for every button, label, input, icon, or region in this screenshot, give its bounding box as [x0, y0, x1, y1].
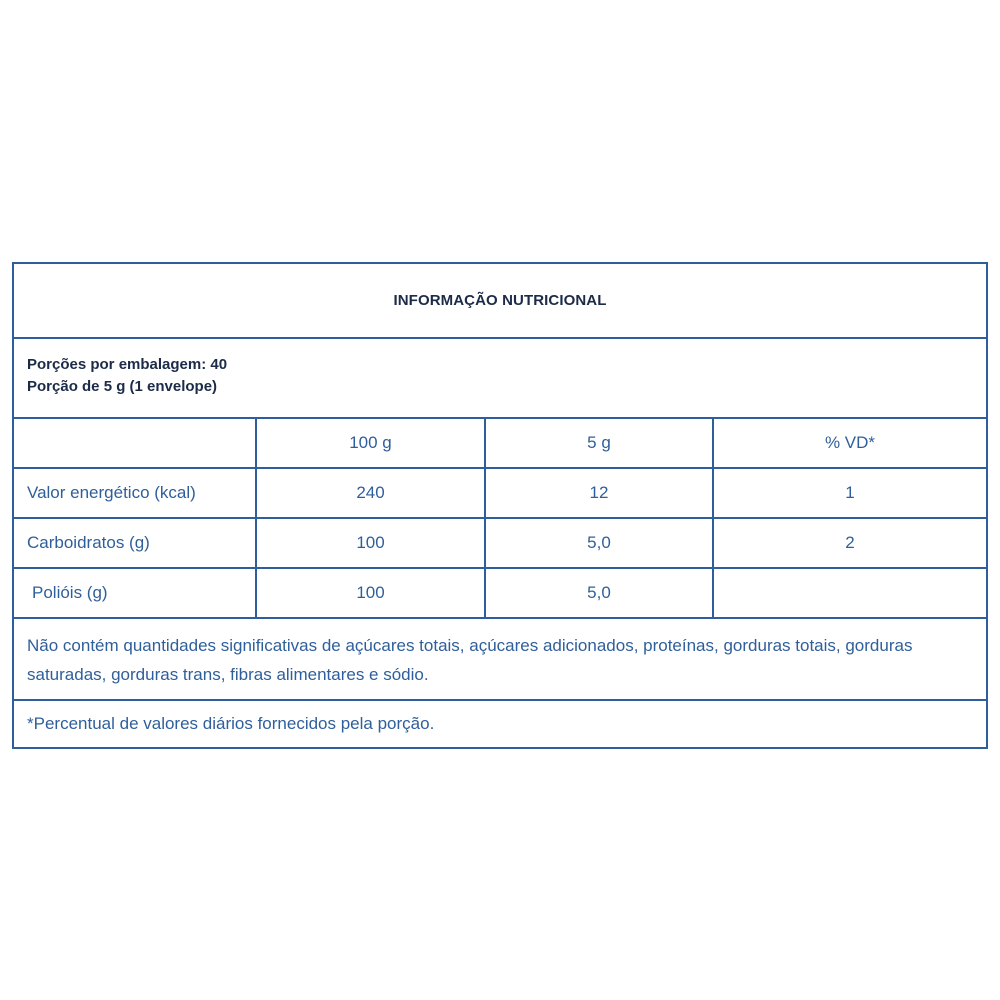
- header-cell-dv: % VD*: [824, 433, 876, 452]
- header-row: [14, 419, 986, 469]
- header-cell-100g: 100 g: [257, 419, 486, 467]
- table-title: INFORMAÇÃO NUTRICIONAL: [393, 292, 607, 309]
- table-row: [14, 519, 986, 569]
- value-dv: 1: [845, 483, 855, 502]
- nutrient-name: Valor energético (kcal): [14, 469, 257, 517]
- disclaimer-row: [14, 619, 986, 701]
- value-serving: 5,0: [486, 519, 714, 567]
- value-dv: 2: [845, 533, 855, 552]
- footnote-text: *Percentual de valores diários fornecidos pela porção.: [27, 714, 435, 733]
- servings-per-package: Porções por embalagem: 40: [27, 356, 228, 373]
- value-100g: 100: [257, 569, 486, 617]
- nutrition-facts-table: [12, 262, 988, 749]
- value-100g: 100: [257, 519, 486, 567]
- value-serving: 12: [486, 469, 714, 517]
- serving-info-row: [14, 339, 986, 419]
- disclaimer-text: Não contém quantidades significativas de açúcares totais, açúcares adicionados, proteínas, gorduras totais, gorduras saturadas, gorduras trans, fibras alimentares e sódio.: [27, 636, 913, 684]
- header-cell-serving: 5 g: [486, 419, 714, 467]
- footnote-row: [14, 701, 986, 747]
- table-row: [14, 469, 986, 519]
- nutrient-name: Polióis (g): [14, 569, 257, 617]
- table-row: [14, 569, 986, 619]
- title-row: [14, 264, 986, 339]
- value-100g: 240: [257, 469, 486, 517]
- nutrient-name: Carboidratos (g): [14, 519, 257, 567]
- serving-size: Porção de 5 g (1 envelope): [27, 378, 218, 395]
- value-dv: [714, 569, 986, 617]
- value-serving: 5,0: [486, 569, 714, 617]
- header-cell-nutrient: [14, 419, 257, 467]
